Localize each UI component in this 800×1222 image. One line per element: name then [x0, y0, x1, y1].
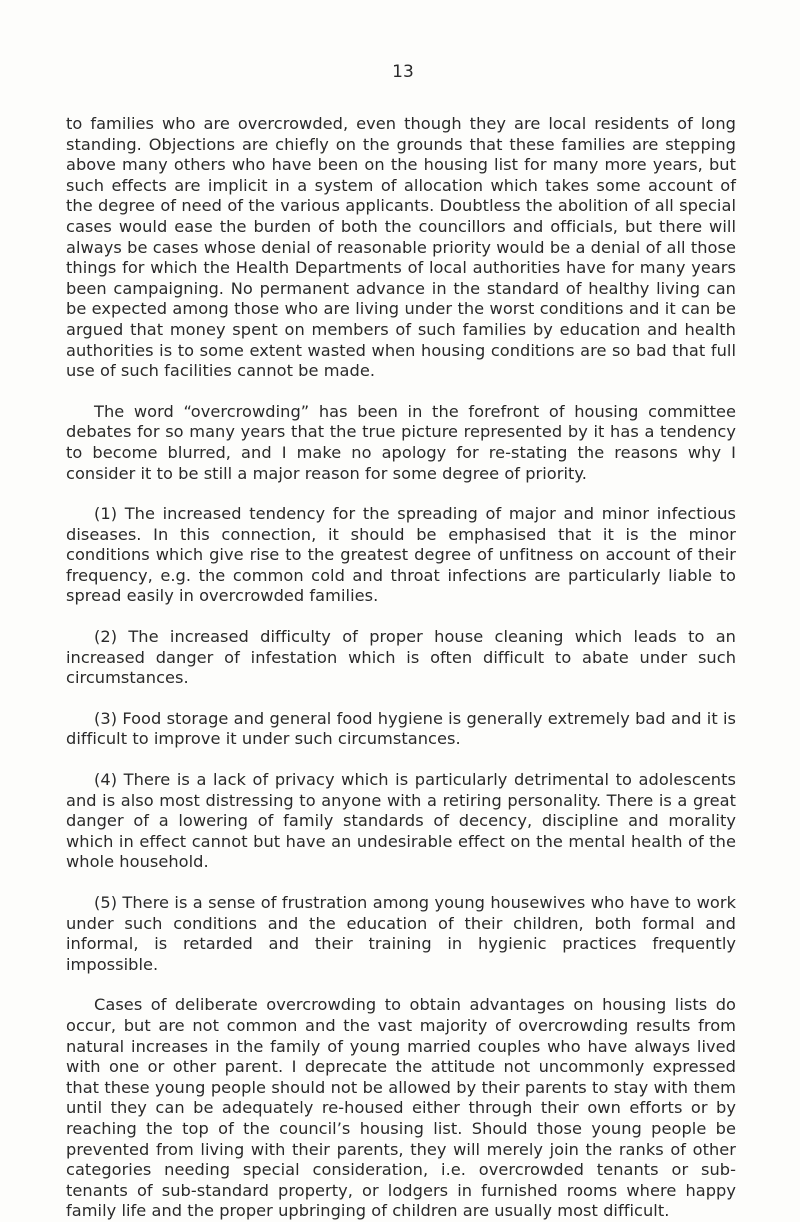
paragraph-reason-2: (2) The increased difficulty of proper house cleaning which leads to an increased danger of infestation which is often difficult to abate under such circumstances. [66, 627, 736, 688]
paragraph-reason-1: (1) The increased tendency for the spreading of major and minor infectious diseases. In this connection, it should be emphasised that it is the minor conditions which give rise to the greatest degree of unfitness on account of their frequency, e.g. the common cold and throat infections are particularly liable to spread easily in overcrowded families. [66, 504, 736, 606]
paragraph-reason-3: (3) Food storage and general food hygiene is generally extremely bad and it is difficult to improve it under such circumstances. [66, 708, 736, 749]
paragraph-reason-4: (4) There is a lack of privacy which is particularly detrimental to adolescents and is also most distressing to anyone with a retiring personality. There is a great danger of a lowering of family standards of decency, discipline and morality which in effect cannot but have an undesirable effect on the mental health of the whole household. [66, 770, 736, 872]
paragraph-continuation: to families who are overcrowded, even though they are local residents of long standing. Objections are chiefly on the grounds that these families are stepping above many others who have been on the housing list for many more years, but such effects are implicit in a system of allocation which takes some account of the degree of need of the various applicants. Doubtless the abolition of all special cases would ease the burden of both the councillors and officials, but there will always be cases whose denial of reasonable priority would be a denial of all those things for which the Health Departments of local authorities have for many years been campaigning. No permanent advance in the standard of healthy living can be expected among those who are living under the worst conditions and it can be argued that money spent on members of such families by education and health authorities is to some extent wasted when housing conditions are so bad that full use of such facilities cannot be made. [66, 114, 736, 381]
document-page [66, 62, 736, 1222]
paragraph-overcrowding-word: The word “overcrowding” has been in the forefront of housing committee debates for so many years that the true picture represented by it has a tendency to become blurred, and I make no apology for re-stating the reasons why I consider it to be still a major reason for some degree of priority. [66, 401, 736, 483]
paragraph-deliberate-overcrowding: Cases of deliberate overcrowding to obtain advantages on housing lists do occur, but are not common and the vast majority of overcrowding results from natural increases in the family of young married couples who have always lived with one or other parent. I deprecate the attitude not uncommonly expressed that these young people should not be allowed by their parents to stay with them until they can be adequately re-housed either through their own efforts or by reaching the top of the council’s housing list. Should those young people be prevented from living with their parents, they will merely join the ranks of other categories needing special consideration, i.e. overcrowded tenants or sub-tenants of sub-standard property, or lodgers in furnished rooms where happy family life and the proper upbringing of children are usually most difficult. [66, 995, 736, 1221]
paragraph-reason-5: (5) There is a sense of frustration among young housewives who have to work under such conditions and the education of their children, both formal and informal, is retarded and their training in hygienic practices frequently impossible. [66, 893, 736, 974]
page-number: 13 [392, 62, 414, 82]
